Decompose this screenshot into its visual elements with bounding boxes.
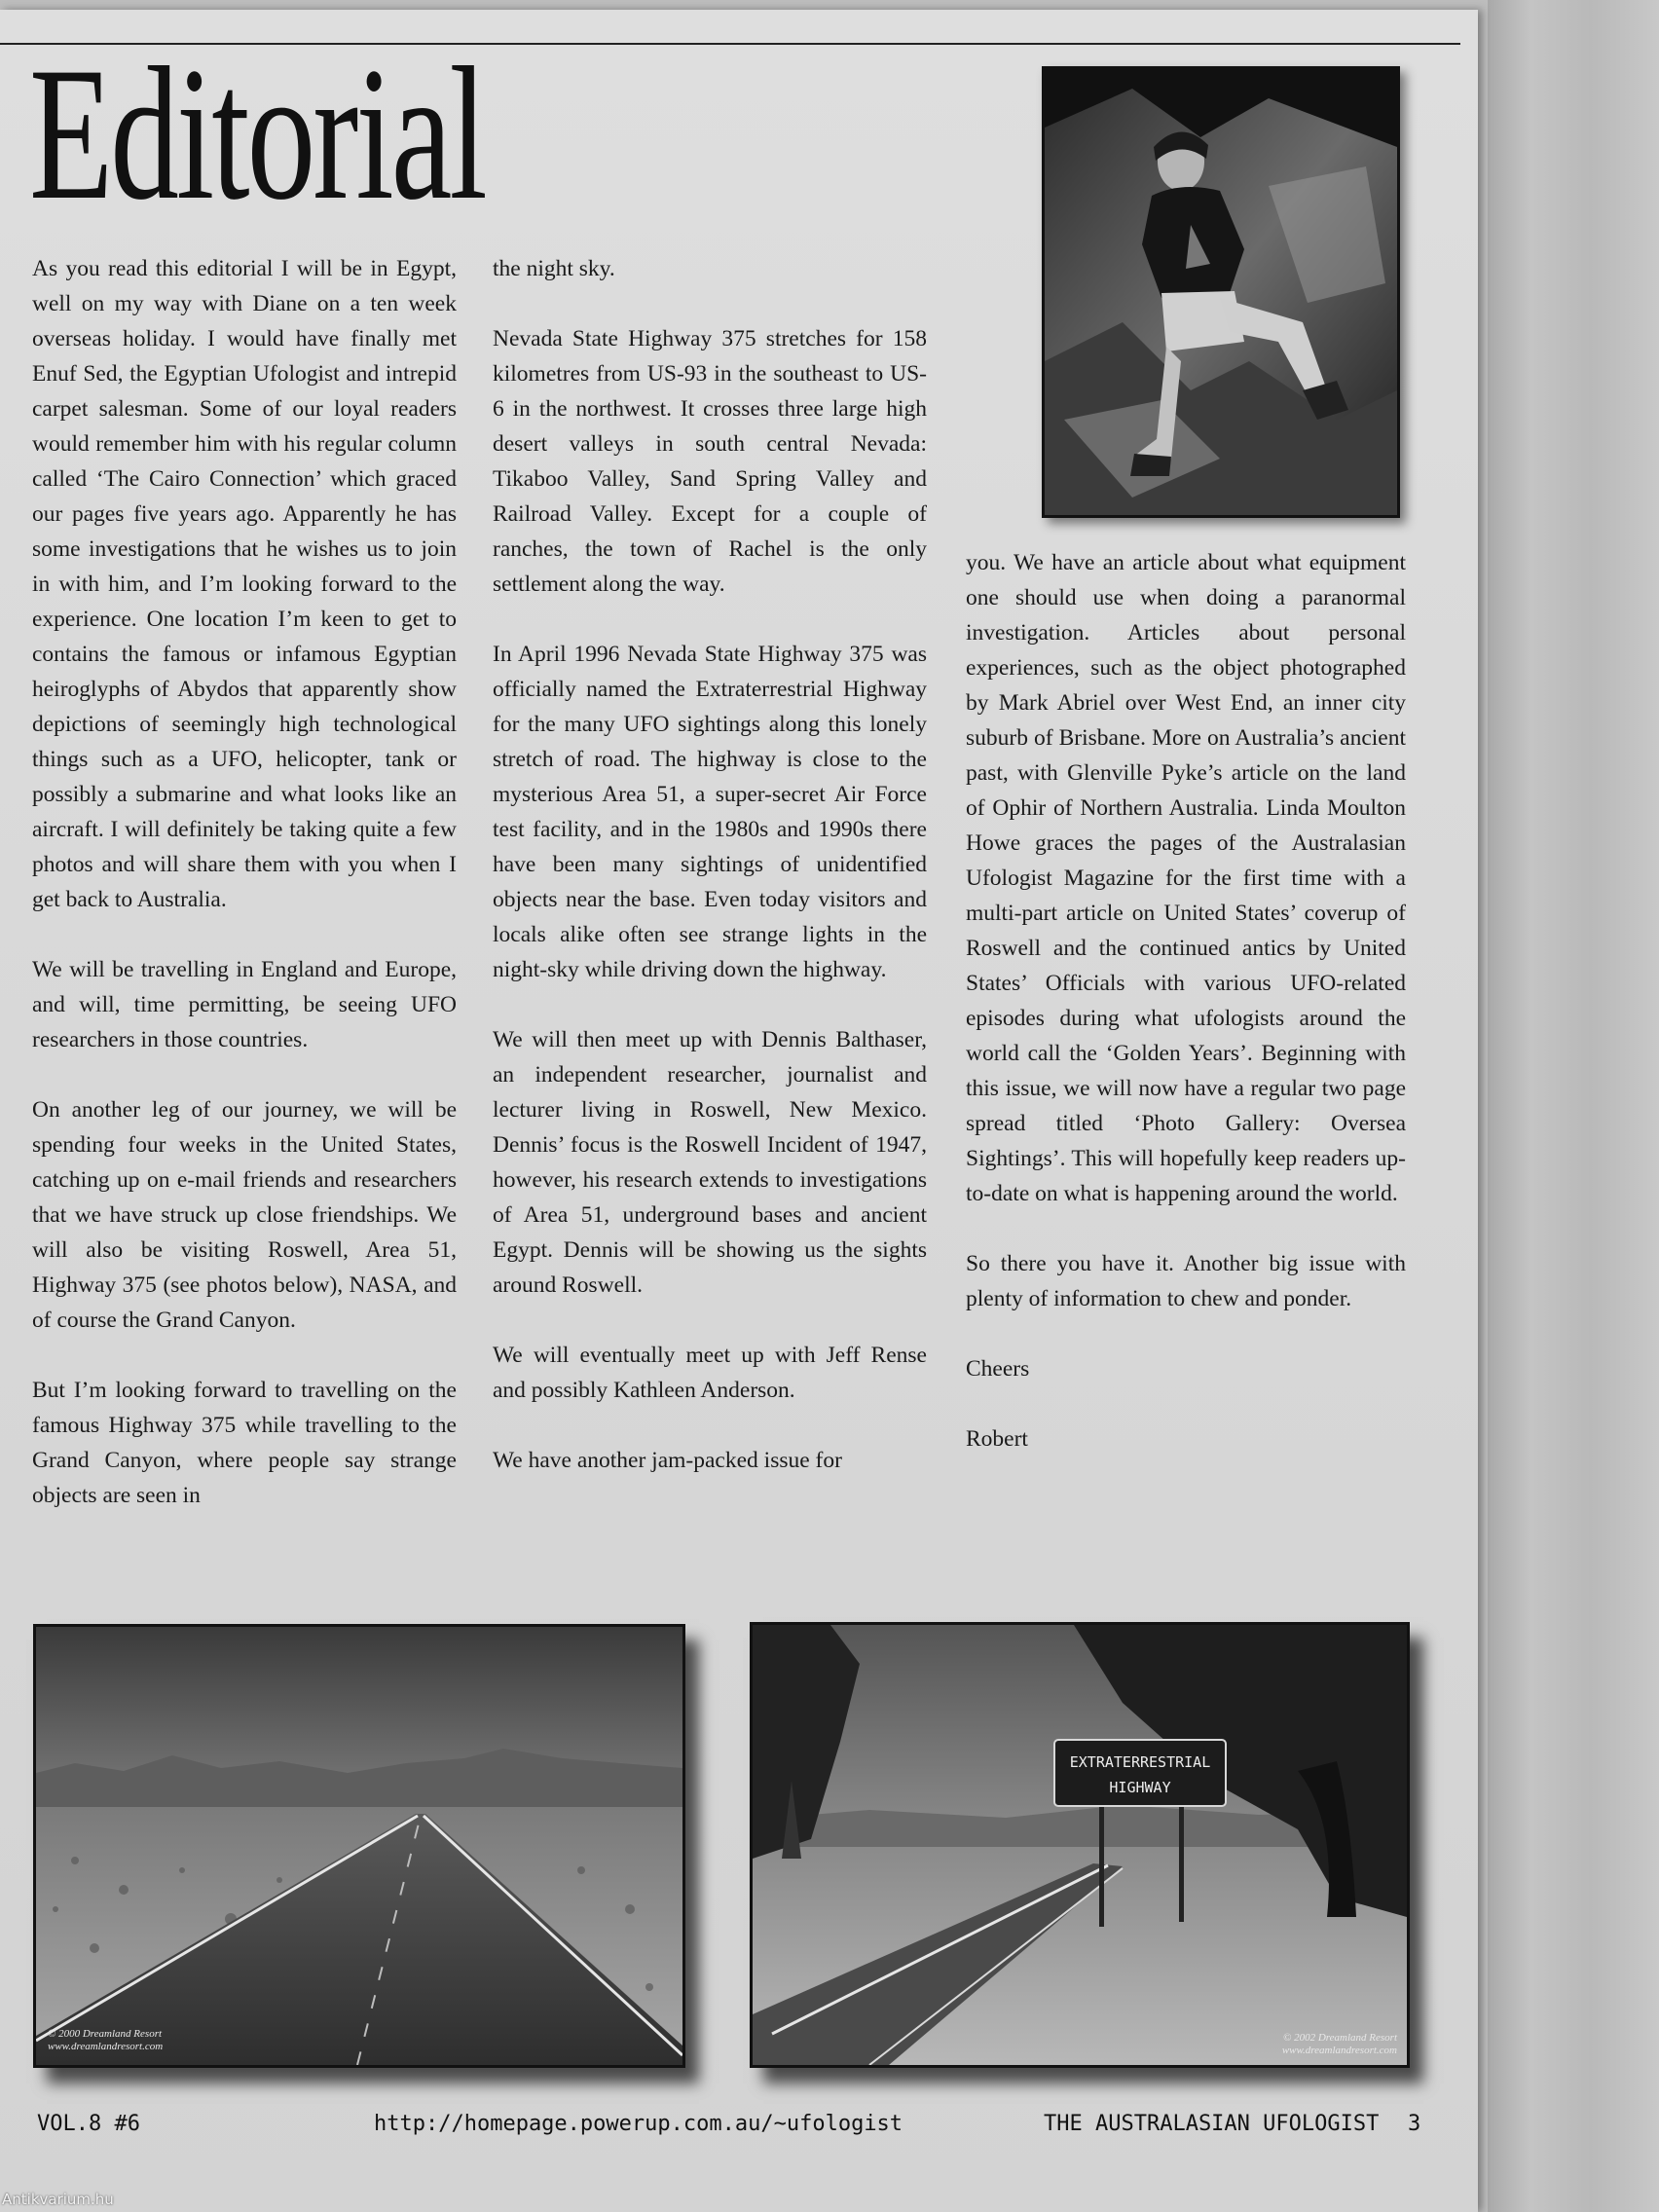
author-photo <box>1042 66 1400 518</box>
highway-photo-1-image <box>36 1627 682 2065</box>
paragraph: So there you have it. Another big issue with plenty of information to chew and ponder. <box>966 1251 1406 1311</box>
magazine-name: THE AUSTRALASIAN UFOLOGIST <box>1044 2112 1380 2136</box>
page-title: Editorial <box>29 28 485 240</box>
paragraph: We will eventually meet up with Jeff Rense and possibly Kathleen Anderson. <box>493 1343 927 1403</box>
sign-text-line2: HIGHWAY <box>1109 1779 1171 1796</box>
sign-text-line1: EXTRATERRESTRIAL <box>1069 1753 1211 1771</box>
paragraph: But I’m looking forward to travelling on the famous Highway 375 while travelling to the Grand Canyon, where people say strange objects are seen in <box>32 1378 457 1508</box>
background-strip <box>1488 0 1659 2212</box>
paragraph: Nevada State Highway 375 stretches for 158 kilometres from US-93 in the southeast to US-6 in the northwest. It crosses three large high desert valleys in south central Nevada: Tikaboo Valley, Sand Spring Valley and Railroad Valley. Except for a couple of ranches, the town of Rachel is the only settlement along the way. <box>493 326 927 597</box>
paragraph: In April 1996 Nevada State Highway 375 was officially named the Extraterrestrial Highway for the many UFO sightings along this lonely stretch of road. The highway is close to the mysterious Area 51, a super-secret Air Force test facility, and in the 1980s and 1990s there have been many sightings of unidentified objects near the base. Even today visitors and locals alike often see strange lights in the night-sky while driving down the highway. <box>493 642 927 982</box>
column-2 <box>493 251 927 1478</box>
sign-off: Cheers <box>966 1356 1030 1382</box>
page-number: 3 <box>1408 2112 1421 2136</box>
highway-photo-1 <box>33 1624 685 2068</box>
author-photo-image <box>1045 69 1397 515</box>
column-3 <box>966 545 1406 1456</box>
paragraph: the night sky. <box>493 256 615 281</box>
paragraph: We will be travelling in England and Europe, and will, time permitting, be seeing UFO researchers in those countries. <box>32 957 457 1052</box>
paragraph: you. We have an article about what equipment one should use when doing a paranormal investigation. Articles about personal experiences, such as the object photographed by Mark Abriel over West End, an inner city suburb of Brisbane. More on Australia’s ancient past, with Glenville Pyke’s article on the land of Ophir of Northern Australia. Linda Moulton Howe graces the pages of the Australasian Ufologist Magazine for the first time with a multi-part article on United States’ coverup of Roswell and the continued antics by United States’ Officials with various UFO-related episodes during what ufologists around the world call the ‘Golden Years’. Beginning with this issue, we will now have a regular two page spread titled ‘Photo Gallery: Oversea Sightings’. This will hopefully keep readers up-to-date on what is happening around the world. <box>966 550 1406 1206</box>
photo-credit: © 2000 Dreamland Resort www.dreamlandresort.com <box>48 2028 164 2052</box>
photo-credit: © 2002 Dreamland Resort www.dreamlandresort.com <box>1281 2032 1397 2056</box>
column-1 <box>32 251 457 1513</box>
website-url: http://homepage.powerup.com.au/~ufologist <box>374 2112 903 2136</box>
paragraph: As you read this editorial I will be in Egypt, well on my way with Diane on a ten week overseas holiday. I would have finally met Enuf Sed, the Egyptian Ufologist and intrepid carpet salesman. Some of our loyal readers would remember him with his regular column called ‘The Cairo Connection’ which graced our pages five years ago. Apparently he has some investigations that he wishes us to join in with him, and I’m looking forward to the experience. One location I’m keen to get to contains the famous or infamous Egyptian heiroglyphs of Abydos that apparently show depictions of seemingly high technological things such as a UFO, helicopter, tank or possibly a submarine and what looks like an aircraft. I will definitely be taking quite a few photos and will share them with you when I get back to Australia. <box>32 256 457 912</box>
author-name: Robert <box>966 1426 1028 1452</box>
watermark: Antikvarium.hu <box>2 2191 114 2208</box>
highway-photo-2 <box>750 1622 1410 2068</box>
paragraph: We will then meet up with Dennis Balthaser, an independent researcher, journalist and lecturer living in Roswell, New Mexico. Dennis’ focus is the Roswell Incident of 1947, however, his research extends to investigations of Area 51, underground bases and ancient Egypt. Dennis will be showing us the sights around Roswell. <box>493 1027 927 1298</box>
paragraph: We have another jam-packed issue for <box>493 1448 842 1473</box>
issue-volume: VOL.8 #6 <box>37 2112 140 2136</box>
magazine-page <box>0 10 1478 2212</box>
highway-photo-2-image <box>753 1625 1407 2065</box>
paragraph: On another leg of our journey, we will be spending four weeks in the United States, catching up on e-mail friends and researchers that we have struck up close friendships. We will also be visiting Roswell, Area 51, Highway 375 (see photos below), NASA, and of course the Grand Canyon. <box>32 1097 457 1333</box>
